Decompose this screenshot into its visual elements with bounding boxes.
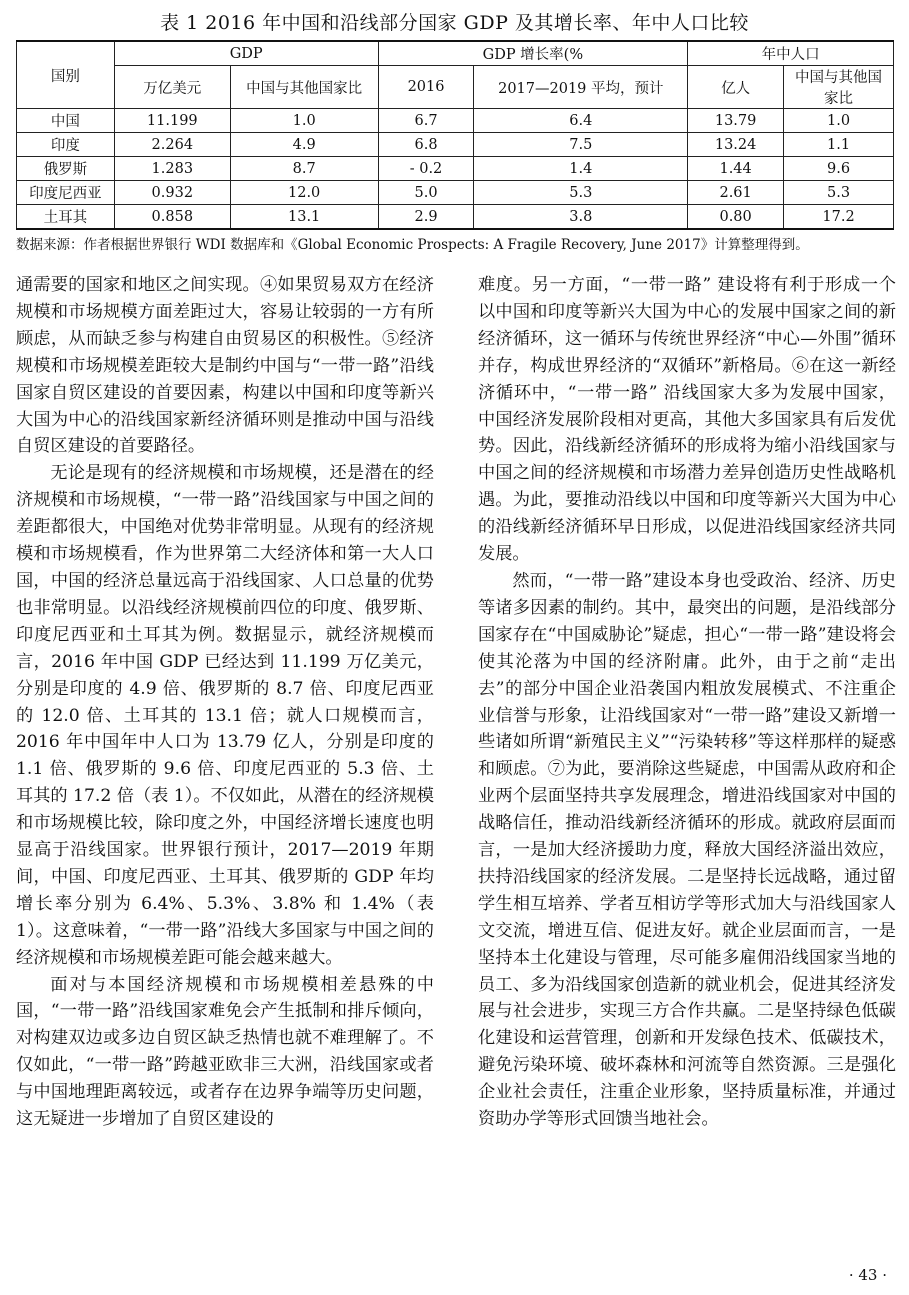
table-row xyxy=(17,181,894,205)
paragraph: 面对与本国经济规模和市场规模相差悬殊的中国，“一带一路”沿线国家难免会产生抵制和排斥倾向，对构建双边或多边自贸区缺乏热情也就不难理解了。不仅如此，“一带一路”跨越亚欧非三大洲，沿线国家或者与中国地理距离较远，或者存在边界争端等历史问题，这无疑进一步增加了自贸区建设的 xyxy=(16,974,434,1130)
subheader: 亿人 xyxy=(688,66,784,109)
table-cell: 印度 xyxy=(17,133,115,157)
table-header-row xyxy=(17,41,894,66)
table-cell: 1.283 xyxy=(114,157,230,181)
table-cell: 9.6 xyxy=(784,157,894,181)
paragraph: 然而，“一带一路”建设本身也受政治、经济、历史等诸多因素的制约。其中，最突出的问题，是沿线部分国家存在“中国威胁论”疑虑，担心“一带一路”建设将会使其沦落为中国的经济附庸。此外，由于之前“走出去”的部分中国企业沿袭国内粗放发展模式、不注重企业信誉与形象，让沿线国家对“一带一路”建设又新增一些诸如所谓“新殖民主义”“污染转移”等这样那样的疑惑和顾虑。⑦为此，要消除这些疑虑，中国需从政府和企业两个层面坚持共享发展理念，增进沿线国家对中国的战略信任，推动沿线新经济循环的形成。就政府层面而言，一是加大经济援助力度，释放大国经济溢出效应，扶持沿线国家的经济发展。二是坚持长远战略，通过留学生相互培养、学者互相访学等形式加大与沿线国家人文交流，增进互信、促进友好。就企业层面而言，一是坚持本土化建设与管理，尽可能多雇佣沿线国家当地的员工、多为沿线国家创造新的就业机会，促进其经济发展与社会进步，实现三方合作共赢。二是坚持绿色低碳化建设和运营管理，创新和开发绿色技术、低碳技术，避免污染环境、破坏森林和河流等自然资源。三是强化企业社会责任，注重企业形象，坚持质量标准，并通过资助办学等形式回馈当地社会。 xyxy=(478,570,896,1130)
paragraph: 难度。另一方面，“一带一路” 建设将有利于形成一个以中国和印度等新兴大国为中心的发展中国家之间的新经济循环，这一循环与传统世界经济“中心—外围”循环并存，构成世界经济的“双循环”新格局。⑥在这一新经济循环中，“一带一路” 沿线国家大多为发展中国家，中国经济发展阶段相对更高，其他大多国家具有后发优势。因此，沿线新经济循环的形成将为缩小沿线国家与中国之间的经济规模和市场潜力差异创造历史性战略机遇。为此，要推动沿线以中国和印度等新兴大国为中心的沿线新经济循环早日形成，以促进沿线国家经济共同发展。 xyxy=(478,275,896,565)
table-cell: 1.4 xyxy=(474,157,688,181)
table-cell: 17.2 xyxy=(784,205,894,230)
table-row xyxy=(17,205,894,230)
table-cell: 0.858 xyxy=(114,205,230,230)
table-cell: 13.79 xyxy=(688,109,784,133)
table-cell: 1.0 xyxy=(230,109,378,133)
table-cell: 1.1 xyxy=(784,133,894,157)
table-row xyxy=(17,133,894,157)
table-row xyxy=(17,109,894,133)
table-cell: 2.9 xyxy=(378,205,474,230)
subheader: 2016 xyxy=(378,66,474,109)
header-country: 国别 xyxy=(17,41,115,109)
data-table xyxy=(16,40,894,230)
right-column xyxy=(478,272,896,1133)
table-cell: 1.44 xyxy=(688,157,784,181)
table-row xyxy=(17,157,894,181)
paragraph: 通需要的国家和地区之间实现。④如果贸易双方在经济规模和市场规模方面差距过大，容易让较弱的一方有所顾虑，从而缺乏参与构建自由贸易区的积极性。⑤经济规模和市场规模差距较大是制约中国与“一带一路”沿线国家自贸区建设的首要因素，构建以中国和印度等新兴大国为中心的沿线国家新经济循环则是推动中国与沿线自贸区建设的首要路径。 xyxy=(16,275,434,457)
table-cell: 俄罗斯 xyxy=(17,157,115,181)
table-cell: 11.199 xyxy=(114,109,230,133)
table-cell: 5.0 xyxy=(378,181,474,205)
table-cell: 4.9 xyxy=(230,133,378,157)
paragraph: 无论是现有的经济规模和市场规模，还是潜在的经济规模和市场规模，“一带一路”沿线国家与中国之间的差距都很大，中国绝对优势非常明显。从现有的经济规模和市场规模看，作为世界第二大经济体和第一大人口国，中国的经济总量远高于沿线国家、人口总量的优势也非常明显。以沿线经济规模前四位的印度、俄罗斯、印度尼西亚和土耳其为例。数据显示，就经济规模而言，2016 年中国 GDP 已经达到 11.199 万亿美元，分别是印度的 4.9 倍、俄罗斯的 8.7 倍、印度尼西亚的 12.0 倍、土耳其的 13.1 倍；就人口规模而言，2016 年中国年中人口为 13.79 亿人，分别是印度的 1.1 倍、俄罗斯的 9.6 倍、印度尼西亚的 5.3 倍、土耳其的 17.2 倍（表 1）。不仅如此，从潜在的经济规模和市场规模比较，除印度之外，中国经济增长速度也明显高于沿线国家。世界银行预计，2017—2019 年期间，中国、印度尼西亚、土耳其、俄罗斯的 GDP 年均增长率分别为 6.4%、5.3%、3.8% 和 1.4%（表 1）。这意味着，“一带一路”沿线大多国家与中国之间的经济规模和市场规模差距可能会越来越大。 xyxy=(16,463,434,968)
table-cell: 6.4 xyxy=(474,109,688,133)
table-cell: 印度尼西亚 xyxy=(17,181,115,205)
table-subheader-row xyxy=(17,66,894,109)
subheader: 中国与其他国家比 xyxy=(784,66,894,109)
left-column xyxy=(16,272,434,1133)
table-cell: 2.264 xyxy=(114,133,230,157)
table-cell: 13.1 xyxy=(230,205,378,230)
table-cell: 8.7 xyxy=(230,157,378,181)
table-cell: 6.8 xyxy=(378,133,474,157)
table-cell: 6.7 xyxy=(378,109,474,133)
table-source-note: 数据来源：作者根据世界银行 WDI 数据库和《Global Economic Prospects: A Fragile Recovery, June 2017》计算整理得到。 xyxy=(16,237,809,253)
table-cell: 土耳其 xyxy=(17,205,115,230)
table-cell: 中国 xyxy=(17,109,115,133)
header-gdp-growth: GDP 增长率(% xyxy=(378,41,688,66)
table-cell: 13.24 xyxy=(688,133,784,157)
table-cell: - 0.2 xyxy=(378,157,474,181)
subheader: 中国与其他国家比 xyxy=(230,66,378,109)
table-cell: 0.932 xyxy=(114,181,230,205)
header-gdp: GDP xyxy=(114,41,378,66)
table-caption: 表 1 2016 年中国和沿线部分国家 GDP 及其增长率、年中人口比较 xyxy=(160,12,749,34)
page-number: · 43 · xyxy=(848,1266,887,1284)
header-population: 年中人口 xyxy=(688,41,894,66)
subheader: 万亿美元 xyxy=(114,66,230,109)
table-cell: 3.8 xyxy=(474,205,688,230)
table-cell: 5.3 xyxy=(474,181,688,205)
table-cell: 0.80 xyxy=(688,205,784,230)
table-cell: 7.5 xyxy=(474,133,688,157)
table-cell: 12.0 xyxy=(230,181,378,205)
table-cell: 5.3 xyxy=(784,181,894,205)
table-cell: 2.61 xyxy=(688,181,784,205)
subheader: 2017—2019 平均，预计 xyxy=(474,66,688,109)
table-cell: 1.0 xyxy=(784,109,894,133)
